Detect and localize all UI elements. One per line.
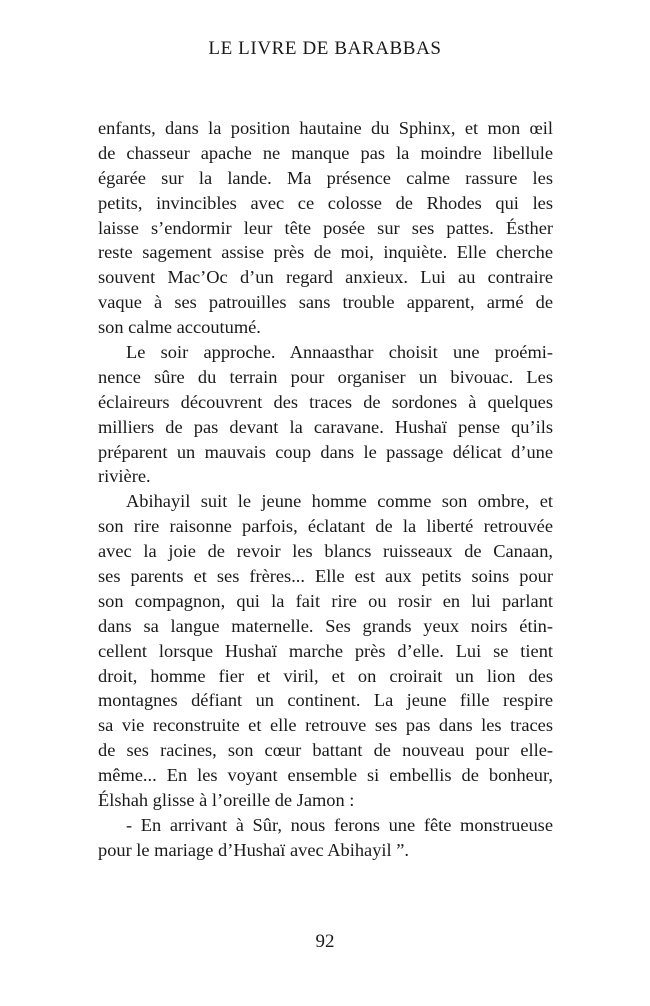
text-line: ses parents et ses frères... Elle est aux petits soins pour <box>98 566 553 587</box>
text-line: même... En les voyant ensemble si embellis de bonheur, <box>98 765 553 786</box>
text-line: souvent Mac’Oc d’un regard anxieux. Lui au contraire <box>98 267 553 288</box>
text-line: montagnes défiant un continent. La jeune fille respire <box>98 690 553 711</box>
text-line: avec la joie de revoir les blancs ruisseaux de Canaan, <box>98 541 553 562</box>
text-line: Le soir approche. Annaasthar choisit une proémi- <box>126 342 553 363</box>
text-line: de ses racines, son cœur battant de nouveau pour elle- <box>98 740 553 761</box>
text-line: Élshah glisse à l’oreille de Jamon : <box>98 790 355 811</box>
text-line: égarée sur la lande. Ma présence calme rassure les <box>98 167 553 188</box>
text-line: reste sagement assise près de moi, inquiète. Elle cherche <box>98 242 553 263</box>
text-line: dans sa langue maternelle. Ses grands yeux noirs étin- <box>98 615 553 636</box>
text-line: de chasseur apache ne manque pas la moindre libellule <box>98 142 553 163</box>
text-line: son calme accoutumé. <box>98 317 261 338</box>
page-number: 92 <box>315 931 335 952</box>
text-line: petits, invincibles avec ce colosse de Rhodes qui les <box>98 192 553 213</box>
text-line: Abihayil suit le jeune homme comme son ombre, et <box>126 491 553 512</box>
running-head: LE LIVRE DE BARABBAS <box>208 38 442 59</box>
text-line: pour le mariage d’Hushaï avec Abihayil ”. <box>98 839 409 860</box>
text-line: nence sûre du terrain pour organiser un bivouac. Les <box>98 366 553 387</box>
body-text <box>98 116 553 863</box>
text-line: cellent lorsque Hushaï marche près d’elle. Lui se tient <box>98 640 553 661</box>
text-line: milliers de pas devant la caravane. Hushaï pense qu’ils <box>98 416 553 437</box>
text-line: rivière. <box>98 466 151 487</box>
text-line: droit, homme fier et viril, et on croirait un lion des <box>98 665 553 686</box>
text-line: son compagnon, qui la fait rire ou rosir en lui parlant <box>98 590 553 611</box>
text-line: sa vie reconstruite et elle retrouve ses pas dans les traces <box>98 715 553 736</box>
text-line: vaque à ses patrouilles sans trouble apparent, armé de <box>98 292 553 313</box>
text-line: laisse s’endormir leur tête posée sur ses pattes. Ésther <box>98 217 553 238</box>
text-line: enfants, dans la position hautaine du Sphinx, et mon œil <box>98 118 553 138</box>
text-line: son rire raisonne parfois, éclatant de la liberté retrouvée <box>98 516 553 537</box>
text-line: préparent un mauvais coup dans le passage délicat d’une <box>98 441 553 462</box>
text-line: éclaireurs découvrent des traces de sordones à quelques <box>98 391 553 412</box>
text-line: - En arrivant à Sûr, nous ferons une fête monstrueuse <box>126 814 553 835</box>
